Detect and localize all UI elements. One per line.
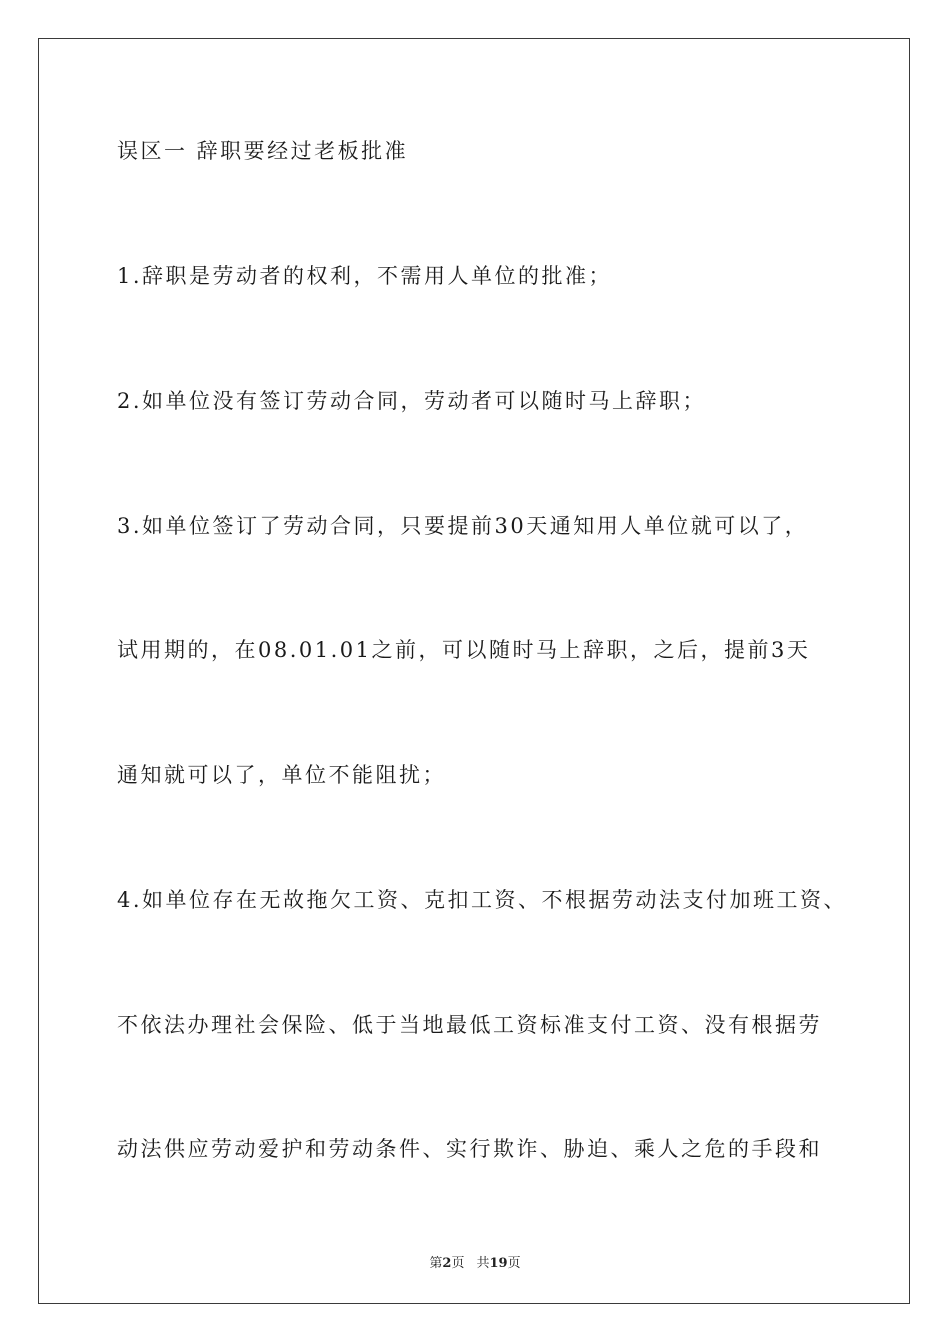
page-number: 2 <box>442 1256 452 1271</box>
total-suffix: 页 <box>507 1256 521 1271</box>
total-pages: 19 <box>489 1256 508 1271</box>
page-footer <box>0 1252 950 1271</box>
paragraph-line: 4.如单位存在无故拖欠工资、克扣工资、不根据劳动法支付加班工资、 <box>117 888 848 912</box>
paragraph-line: 通知就可以了，单位不能阻扰； <box>117 763 446 787</box>
paragraph-line: 动法供应劳动爱护和劳动条件、实行欺诈、胁迫、乘人之危的手段和 <box>117 1137 822 1161</box>
paragraph-line: 2.如单位没有签订劳动合同，劳动者可以随时马上辞职； <box>117 389 707 413</box>
paragraph-line: 1.辞职是劳动者的权利，不需用人单位的批准； <box>117 264 613 288</box>
page-suffix: 页 <box>451 1256 465 1271</box>
paragraph-line: 不依法办理社会保险、低于当地最低工资标准支付工资、没有根据劳 <box>117 1013 822 1037</box>
page-frame <box>38 38 910 1304</box>
paragraph-line: 试用期的，在08.01.01之前，可以随时马上辞职，之后，提前3天 <box>117 638 811 662</box>
heading-misconception-1: 误区一 辞职要经过老板批准 <box>117 139 409 163</box>
page-prefix: 第 <box>429 1256 443 1271</box>
total-prefix: 共 <box>476 1256 490 1271</box>
paragraph-line: 3.如单位签订了劳动合同，只要提前30天通知用人单位就可以了， <box>117 514 809 538</box>
